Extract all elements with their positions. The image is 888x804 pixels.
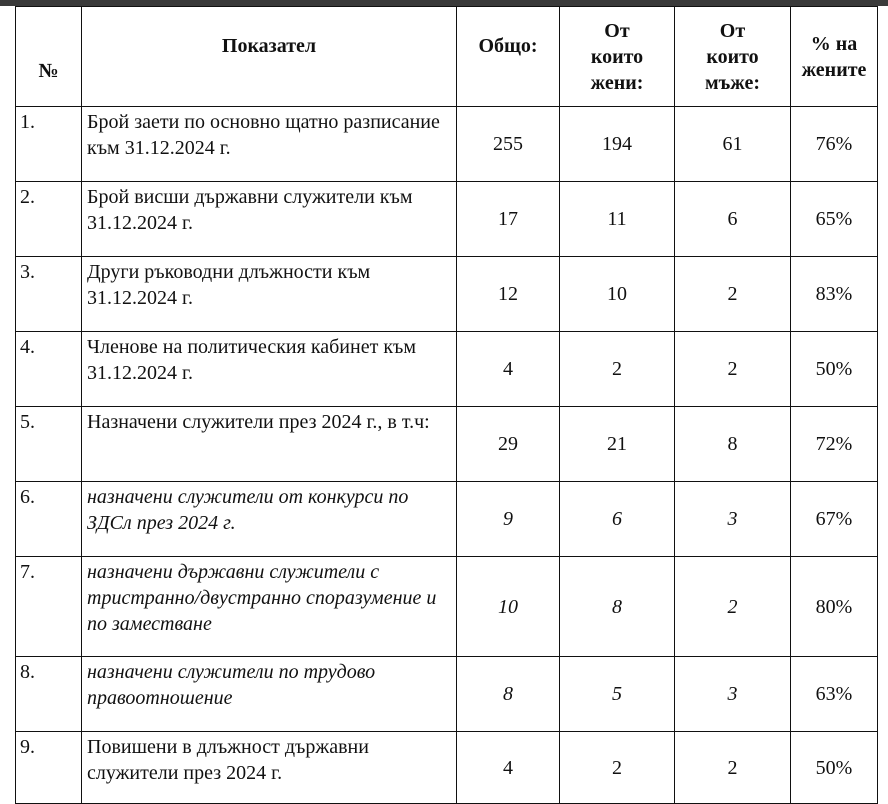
row-number: 8. — [16, 657, 82, 732]
row-women: 8 — [560, 557, 675, 657]
table-row — [16, 657, 878, 732]
gender-statistics-table — [15, 6, 878, 804]
row-number: 3. — [16, 257, 82, 332]
row-total: 8 — [457, 657, 560, 732]
row-total: 10 — [457, 557, 560, 657]
header-pct-women: % на жените — [791, 7, 878, 107]
row-men: 3 — [675, 657, 791, 732]
row-men: 2 — [675, 732, 791, 804]
row-total: 29 — [457, 407, 560, 482]
row-pct-women: 50% — [791, 332, 878, 407]
header-women: От които жени: — [560, 7, 675, 107]
row-total: 4 — [457, 732, 560, 804]
row-number: 5. — [16, 407, 82, 482]
row-women: 21 — [560, 407, 675, 482]
row-women: 10 — [560, 257, 675, 332]
row-indicator: Повишени в длъжност държавни служители през 2024 г. — [82, 732, 457, 804]
header-total: Общо: — [457, 7, 560, 107]
row-men: 2 — [675, 557, 791, 657]
row-pct-women: 72% — [791, 407, 878, 482]
table-row — [16, 182, 878, 257]
row-indicator: Брой висши държавни служители към 31.12.2024 г. — [82, 182, 457, 257]
row-indicator: назначени служители от конкурси по ЗДСл през 2024 г. — [82, 482, 457, 557]
row-women: 6 — [560, 482, 675, 557]
row-women: 11 — [560, 182, 675, 257]
row-number: 1. — [16, 107, 82, 182]
table-row — [16, 257, 878, 332]
row-men: 2 — [675, 257, 791, 332]
row-pct-women: 65% — [791, 182, 878, 257]
row-women: 2 — [560, 332, 675, 407]
table-row — [16, 332, 878, 407]
row-pct-women: 67% — [791, 482, 878, 557]
row-number: 9. — [16, 732, 82, 804]
row-indicator: назначени държавни служители с тристранно/двустранно споразумение и по заместване — [82, 557, 457, 657]
table-row — [16, 407, 878, 482]
header-no: № — [16, 7, 82, 107]
row-indicator: Брой заети по основно щатно разписание към 31.12.2024 г. — [82, 107, 457, 182]
row-total: 255 — [457, 107, 560, 182]
row-pct-women: 80% — [791, 557, 878, 657]
row-total: 17 — [457, 182, 560, 257]
row-number: 7. — [16, 557, 82, 657]
row-men: 3 — [675, 482, 791, 557]
row-men: 61 — [675, 107, 791, 182]
header-men: От които мъже: — [675, 7, 791, 107]
row-indicator: Назначени служители през 2024 г., в т.ч: — [82, 407, 457, 482]
header-indicator: Показател — [82, 7, 457, 107]
row-men: 8 — [675, 407, 791, 482]
row-men: 6 — [675, 182, 791, 257]
row-total: 4 — [457, 332, 560, 407]
table-row — [16, 732, 878, 804]
row-women: 194 — [560, 107, 675, 182]
row-indicator: назначени служители по трудово правоотношение — [82, 657, 457, 732]
row-number: 4. — [16, 332, 82, 407]
table-row — [16, 482, 878, 557]
row-pct-women: 63% — [791, 657, 878, 732]
table-row — [16, 107, 878, 182]
row-women: 2 — [560, 732, 675, 804]
header-row — [16, 7, 878, 107]
row-number: 6. — [16, 482, 82, 557]
row-total: 12 — [457, 257, 560, 332]
row-women: 5 — [560, 657, 675, 732]
row-indicator: Членове на политическия кабинет към 31.12.2024 г. — [82, 332, 457, 407]
table-row — [16, 557, 878, 657]
row-number: 2. — [16, 182, 82, 257]
row-men: 2 — [675, 332, 791, 407]
row-pct-women: 76% — [791, 107, 878, 182]
row-pct-women: 83% — [791, 257, 878, 332]
row-pct-women: 50% — [791, 732, 878, 804]
row-total: 9 — [457, 482, 560, 557]
row-indicator: Други ръководни длъжности към 31.12.2024 г. — [82, 257, 457, 332]
